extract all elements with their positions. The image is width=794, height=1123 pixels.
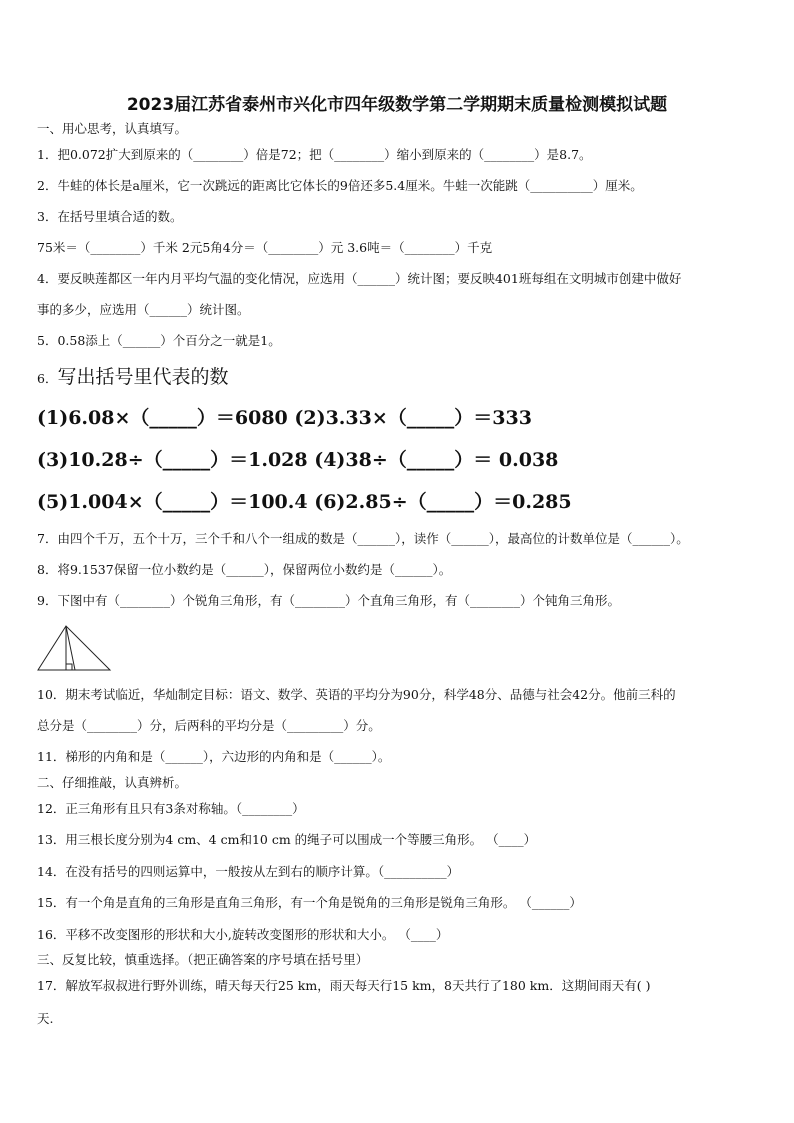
question-7: 7．由四个千万，五个十万，三个千和八个一组成的数是（______），读作（______），最高位的计数单位是（______）。 <box>37 531 689 546</box>
question-3-blanks: 75米＝（________）千米 2元5角4分＝（________）元 3.6吨＝（________）千克 <box>37 240 493 255</box>
question-12: 12．正三角形有且只有3条对称轴。（________） <box>37 801 305 816</box>
section-2-heading: 二、仔细推敲，认真辨析。 <box>37 775 188 790</box>
equation-row-3: (5)1.004×（_____）＝100.4 (6)2.85÷（_____）＝0.285 <box>37 491 572 513</box>
question-17-line-2: 天. <box>37 1011 54 1026</box>
section-1-heading: 一、用心思考，认真填写。 <box>37 121 188 136</box>
question-10-line-2: 总分是（________）分，后两科的平均分是（_________）分。 <box>37 718 381 733</box>
question-3: 3．在括号里填合适的数。 <box>37 209 183 224</box>
equation-row-2: (3)10.28÷（_____）＝1.028 (4)38÷（_____）＝ 0.038 <box>37 449 559 471</box>
question-15: 15．有一个角是直角的三角形是直角三角形，有一个角是锐角的三角形是锐角三角形。 （______） <box>37 895 582 910</box>
question-14: 14．在没有括号的四则运算中，一般按从左到右的顺序计算。（__________） <box>37 864 460 879</box>
question-6-heading <box>37 366 228 390</box>
question-1: 1．把0.072扩大到原来的（________）倍是72；把（________）缩小到原来的（________）是8.7。 <box>37 147 592 162</box>
question-17-line-1: 17．解放军叔叔进行野外训练，晴天每天行25 km，雨天每天行15 km，8天共行了180 km．这期间雨天有( ) <box>37 978 651 993</box>
question-13: 13．用三根长度分别为4 cm、4 cm和10 cm 的绳子可以围成一个等腰三角形。 （____） <box>37 832 537 847</box>
question-10-line-1: 10．期末考试临近，华灿制定目标：语文、数学、英语的平均分为90分，科学48分、品德与社会42分。他前三科的 <box>37 687 676 702</box>
question-9: 9．下图中有（________）个锐角三角形，有（________）个直角三角形，有（________）个钝角三角形。 <box>37 593 620 608</box>
equation-row-1: (1)6.08×（_____）＝6080 (2)3.33×（_____）＝333 <box>37 407 532 429</box>
question-8: 8．将9.1537保留一位小数约是（______），保留两位小数约是（______）。 <box>37 562 452 577</box>
section-3-heading: 三、反复比较，慎重选择。（把正确答案的序号填在括号里） <box>37 952 369 967</box>
question-4-line-1: 4．要反映莲都区一年内月平均气温的变化情况，应选用（______）统计图；要反映401班每组在文明城市创建中做好 <box>37 271 682 286</box>
question-4-line-2: 事的多少，应选用（______）统计图。 <box>37 302 250 317</box>
question-16: 16．平移不改变图形的形状和大小,旋转改变图形的形状和大小。 （____） <box>37 927 449 942</box>
page-title: 2023届江苏省泰州市兴化市四年级数学第二学期期末质量检测模拟试题 <box>126 95 668 115</box>
question-5: 5．0.58添上（______）个百分之一就是1。 <box>37 333 281 348</box>
question-6-number: 6． <box>37 371 58 386</box>
question-2: 2．牛蛙的体长是a厘米，它一次跳远的距离比它体长的9倍还多5.4厘米。牛蛙一次能跳（__________）厘米。 <box>37 178 643 193</box>
question-6-text: 写出括号里代表的数 <box>57 366 229 388</box>
question-11: 11．梯形的内角和是（______），六边形的内角和是（______）。 <box>37 749 391 764</box>
triangle-figure <box>36 622 112 672</box>
